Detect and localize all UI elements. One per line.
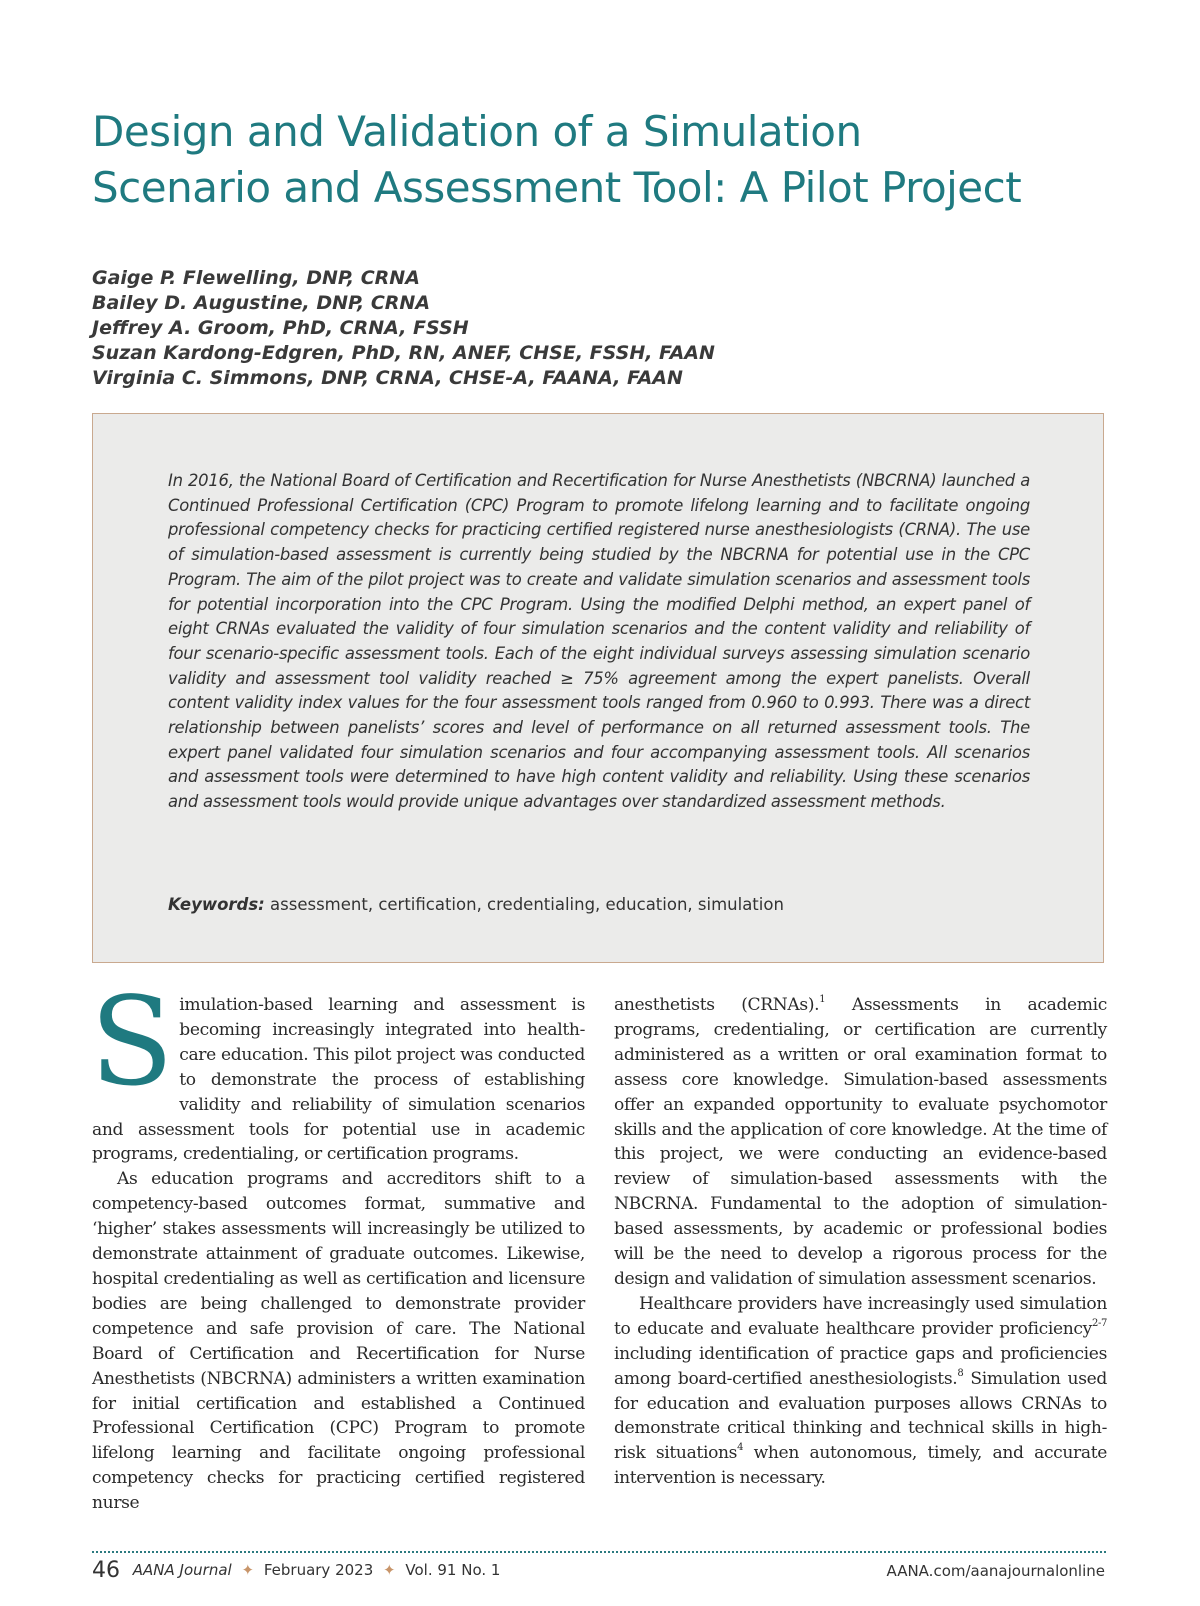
author: Suzan Kardong-Edgren, PhD, RN, ANEF, CHSE, FSSH, FAAN — [92, 342, 715, 364]
paragraph-text: imulation-based learning and assessment is becoming increasingly integrated into health-care education. This pilot project was conducted to demonstrate the process of establishing validity and reliability of simulation scenarios and assessment tools for potential use in academic programs, credentialing, or certification programs. — [92, 995, 585, 1165]
footer-citation — [92, 1558, 500, 1583]
reference-superscript: 2-7 — [1091, 1317, 1107, 1329]
separator-diamond-icon: ✦ — [383, 1561, 396, 1579]
reference-superscript: 4 — [737, 1442, 744, 1454]
paragraph-text: including identification of practice gaps and proficiencies among board-certified anesthesiologists. — [614, 1343, 1107, 1389]
drop-cap: S — [90, 971, 174, 1113]
body-column-right — [614, 993, 1107, 1491]
paragraph-text: anesthetists (CRNAs). — [614, 995, 820, 1015]
keywords-label: Keywords: — [168, 895, 265, 914]
separator-diamond-icon: ✦ — [241, 1561, 255, 1579]
volume: Vol. 91 — [405, 1561, 457, 1579]
issue-number: No. 1 — [461, 1561, 501, 1579]
reference-superscript: 1 — [819, 994, 826, 1005]
author: Gaige P. Flewelling, DNP, CRNA — [92, 267, 420, 289]
body-paragraph — [614, 1292, 1107, 1491]
abstract-text: In 2016, the National Board of Certification and Recertification for Nurse Anesthetists (NBCRNA) launched a Continued Professional Certification (CPC) Program to promote lifelong learning and to facilitate ongoing professional competency checks for practicing certified registered nurse anesthesiologists (CRNA). The use of simulation-based assessment is currently being studied by the NBCRNA for potential use in the CPC Program. The aim of the pilot project was to create and validate simulation scenarios and assessment tools for potential incorporation into the CPC Program. Using the modified Delphi method, an expert panel of eight CRNAs evaluated the validity of four simulation scenarios and the content validity and reliability of four scenario-specific assessment tools. Each of the eight individual surveys assessing simulation scenario validity and assessment tool validity reached ≥ 75% agreement among the expert panelists. Overall content validity index values for the four assessment tools ranged from 0.960 to 0.993. There was a direct relationship between panelists’ scores and level of performance on all returned assessment tools. The expert panel validated four simulation scenarios and four accompanying assessment tools. All scenarios and assessment tools were determined to have high content validity and reliability. Using these scenarios and assessment tools would provide unique advantages over standardized assessment methods. — [168, 471, 1030, 812]
body-paragraph: As education programs and accreditors shift to a competency-based outcomes format, summative and ‘higher’ stakes assessments will increasingly be utilized to demonstrate attainment of graduate outcomes. Likewise, hospital credentialing as well as certification and licensure bodies are being challenged to demonstrate provider competence and safe provision of care. The National Board of Certification and Recertification for Nurse Anesthetists (NBCRNA) administers a written examination for initial certification and established a Continued Professional Certification (CPC) Program to promote lifelong learning and facilitate ongoing professional competency checks for practicing certified registered nurse — [92, 1169, 585, 1514]
author-list — [92, 266, 1092, 391]
paragraph-text: when autonomous, timely, and accurate intervention is necessary. — [614, 1443, 1108, 1489]
paragraph-text: Healthcare providers have increasingly used simulation to educate and evaluate healthcare provider proficiency — [614, 1293, 1107, 1339]
issue-date: February 2023 — [263, 1561, 374, 1579]
paragraph-text: Assessments in academic programs, credentialing, or certification are currently administered as a written or oral examination format to assess core knowledge. Simulation-based assessments offer an expanded opportunity to evaluate psychomotor skills and the application of core knowledge. At the time of this project, we were conducting an evidence-based review of simulation-based assessments with the NBCRNA. Fundamental to the adoption of simulation-based assessments, by academic or professional bodies will be the need to develop a rigorous process for the design and validation of simulation assessment scenarios. — [614, 995, 1108, 1289]
keywords-list: assessment, certification, credentialing, education, simulation — [270, 895, 784, 914]
body-column-left — [90, 971, 585, 1516]
journal-url: AANA.com/aanajournalonline — [886, 1562, 1105, 1580]
body-paragraph — [614, 993, 1107, 1292]
author: Jeffrey A. Groom, PhD, CRNA, FSSH — [92, 317, 469, 339]
title-line-1: Design and Validation of a Simulation — [92, 107, 862, 156]
paragraph-text: Simulation used for education and evaluation purposes allows CRNAs to demonstrate critical thinking and technical skills in high-risk situations — [614, 1368, 1107, 1464]
footer-divider — [92, 1551, 1106, 1553]
body-paragraph — [90, 971, 585, 1167]
keywords — [168, 893, 1030, 917]
author: Bailey D. Augustine, DNP, CRNA — [92, 292, 431, 314]
page-number: 46 — [92, 1558, 120, 1583]
reference-superscript: 8 — [957, 1367, 964, 1379]
title-line-2: Scenario and Assessment Tool: A Pilot Project — [92, 163, 1022, 212]
author: Virginia C. Simmons, DNP, CRNA, CHSE-A, FAANA, FAAN — [92, 367, 683, 389]
article-title — [92, 104, 1132, 216]
abstract-box — [92, 413, 1104, 963]
journal-name: AANA Journal — [132, 1561, 232, 1579]
